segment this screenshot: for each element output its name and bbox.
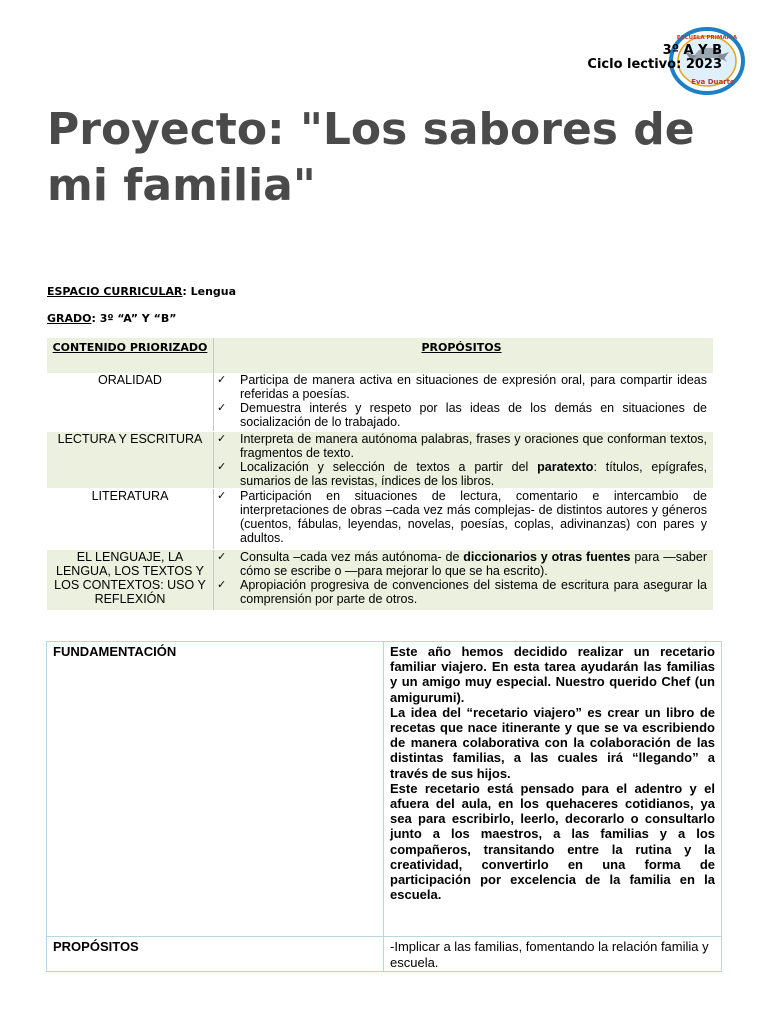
checkmark-icon: ✓ [217, 373, 227, 386]
header-info [587, 44, 722, 72]
propositos-label: PROPÓSITOS [47, 937, 384, 972]
logo-text-bottom: Eva Duarte [691, 78, 735, 86]
list-item: ✓ Demuestra interés y respeto por las ideas de los demás en situaciones de socialización de lo trabajado. [217, 401, 707, 429]
fundamentacion-label: FUNDAMENTACIÓN [47, 642, 384, 937]
grade [47, 312, 176, 325]
list-item: ✓ Apropiación progresiva de convenciones del sistema de escritura para asegurar la comprensión por parte de otros. [217, 578, 707, 606]
curricular-space-label: ESPACIO CURRICULAR [47, 285, 183, 298]
grade-label: GRADO [47, 312, 92, 325]
content-cell: LECTURA Y ESCRITURA [47, 432, 214, 489]
list-item: ✓ Participación en situaciones de lectura, comentario e intercambio de interpretaciones de obras –cada vez más complejas- de distintos autores y géneros (cuentos, fábulas, leyendas, novelas, poesías, coplas, adivinanzas) con pares y adultos. [217, 489, 707, 545]
contents-table-header [47, 338, 713, 373]
content-cell: ORALIDAD [47, 373, 214, 432]
contents-table [47, 338, 713, 611]
list-item: ✓ Localización y selección de textos a partir del paratexto: títulos, epígrafes, sumarios de las revistas, índices de los libros. [217, 460, 707, 488]
table-row [47, 432, 713, 489]
content-cell: EL LENGUAJE, LA LENGUA, LOS TEXTOS Y LOS CONTEXTOS: USO Y REFLEXIÓN [47, 550, 214, 611]
checkmark-icon: ✓ [217, 489, 227, 502]
paragraph: Este recetario está pensado para el adentro y el afuera del aula, en los quehaceres cotidianos, ya sea para escribirlo, leerlo, decorarlo o consultarlo junto a los maestros, a las familias y a los compañeros, transitando entre la rutina y la creatividad, convertirlo en una forma de participación por excelencia de la familia en la escuela. [390, 780, 715, 903]
purposes-cell [214, 432, 714, 489]
curricular-space-value: : Lengua [182, 285, 237, 298]
checkmark-icon: ✓ [217, 432, 227, 445]
paragraph: Este año hemos decidido realizar un recetario familiar viajero. En esta tarea ayudarán las familias y un amigo muy especial. Nuestro querido Chef (un amigurumi). [390, 644, 715, 705]
col-header-purposes: PROPÓSITOS [214, 338, 714, 373]
table-row [47, 937, 722, 972]
propositos-text: -Implicar a las familias, fomentando la relación familia y escuela. [384, 937, 722, 972]
list-item: ✓ Interpreta de manera autónoma palabras, frases y oraciones que conforman textos, fragmentos de texto. [217, 432, 707, 460]
list-item: ✓ Participa de manera activa en situaciones de expresión oral, para compartir ideas referidas a poesías. [217, 373, 707, 401]
paragraph: La idea del “recetario viajero” es crear un libro de recetas que nace itinerante y que se va escribiendo de manera colaborativa con la colaboración de las distintas familias, a las cuales irá “llegando” a través de sus hijos. [390, 704, 715, 781]
purposes-cell [214, 373, 714, 432]
curricular-space [47, 285, 236, 298]
details-table [46, 641, 722, 972]
checkmark-icon: ✓ [217, 578, 227, 591]
logo-text-top: ESCUELA PRIMARIA [676, 35, 738, 41]
checkmark-icon: ✓ [217, 401, 227, 414]
school-year-line: Ciclo lectivo: 2023 [587, 57, 722, 72]
table-row [47, 373, 713, 432]
table-row [47, 489, 713, 550]
grade-line: 3º A Y B [662, 43, 722, 58]
table-row [47, 642, 722, 937]
col-header-content: CONTENIDO PRIORIZADO [47, 338, 214, 373]
table-row [47, 550, 713, 611]
list-item: ✓ Consulta –cada vez más autónoma- de diccionarios y otras fuentes para —saber cómo se escribe o —para mejorar lo que se ha escrito). [217, 550, 707, 578]
page-title: Proyecto: "Los sabores de mi familia" [47, 104, 695, 211]
content-cell: LITERATURA [47, 489, 214, 550]
checkmark-icon: ✓ [217, 550, 227, 563]
checkmark-icon: ✓ [217, 460, 227, 473]
purposes-cell [214, 489, 714, 550]
purposes-cell [214, 550, 714, 611]
fundamentacion-text [384, 642, 722, 937]
grade-value: : 3º “A” Y “B” [91, 312, 177, 325]
